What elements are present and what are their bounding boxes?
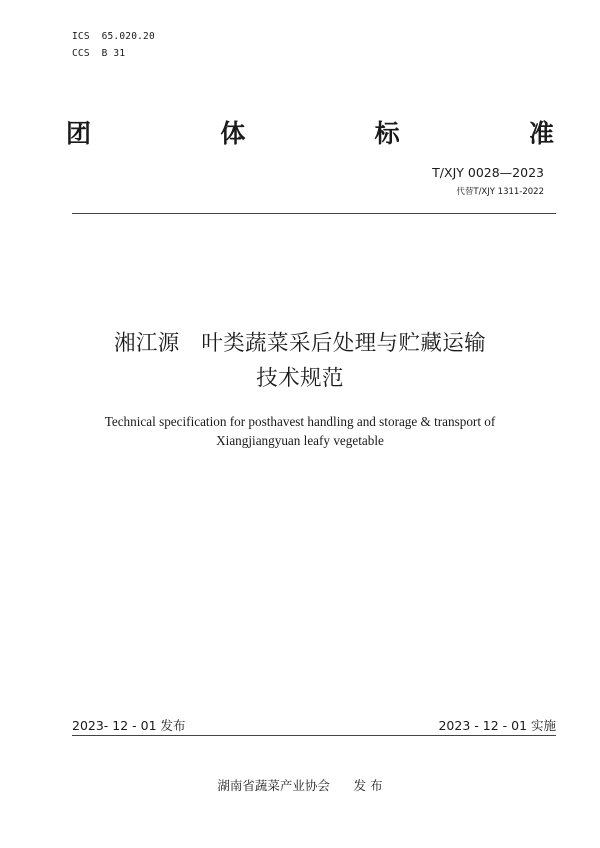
standard-type-char: 标 — [374, 119, 400, 148]
replaces-standard: 代替T/XJY 1311-2022 — [456, 187, 544, 197]
standard-type-char: 团 — [66, 119, 92, 148]
implement-date: 2023 - 12 - 01 实施 — [438, 718, 556, 733]
publisher: 湖南省蔬菜产业协会 发 布 — [217, 778, 383, 793]
standard-type-char: 准 — [528, 119, 554, 148]
title-en-line-2: Xiangjiangyuan leafy vegetable — [216, 433, 384, 448]
top-divider — [72, 213, 556, 214]
title-cn-line-2: 技术规范 — [256, 366, 344, 391]
publish-date: 2023- 12 - 01 发布 — [72, 718, 186, 733]
title-cn-line-1: 湘江源 叶类蔬菜采后处理与贮藏运输 — [113, 331, 487, 356]
ics-code: ICS 65.020.20 — [72, 31, 155, 42]
title-en-line-1: Technical specification for posthavest handling and storage & transport of — [104, 414, 496, 429]
ccs-code: CCS B 31 — [72, 48, 126, 59]
standard-type-char: 体 — [220, 119, 246, 148]
standard-number: T/XJY 0028—2023 — [432, 165, 544, 180]
standard-type-heading — [66, 114, 554, 150]
bottom-divider — [72, 735, 556, 736]
